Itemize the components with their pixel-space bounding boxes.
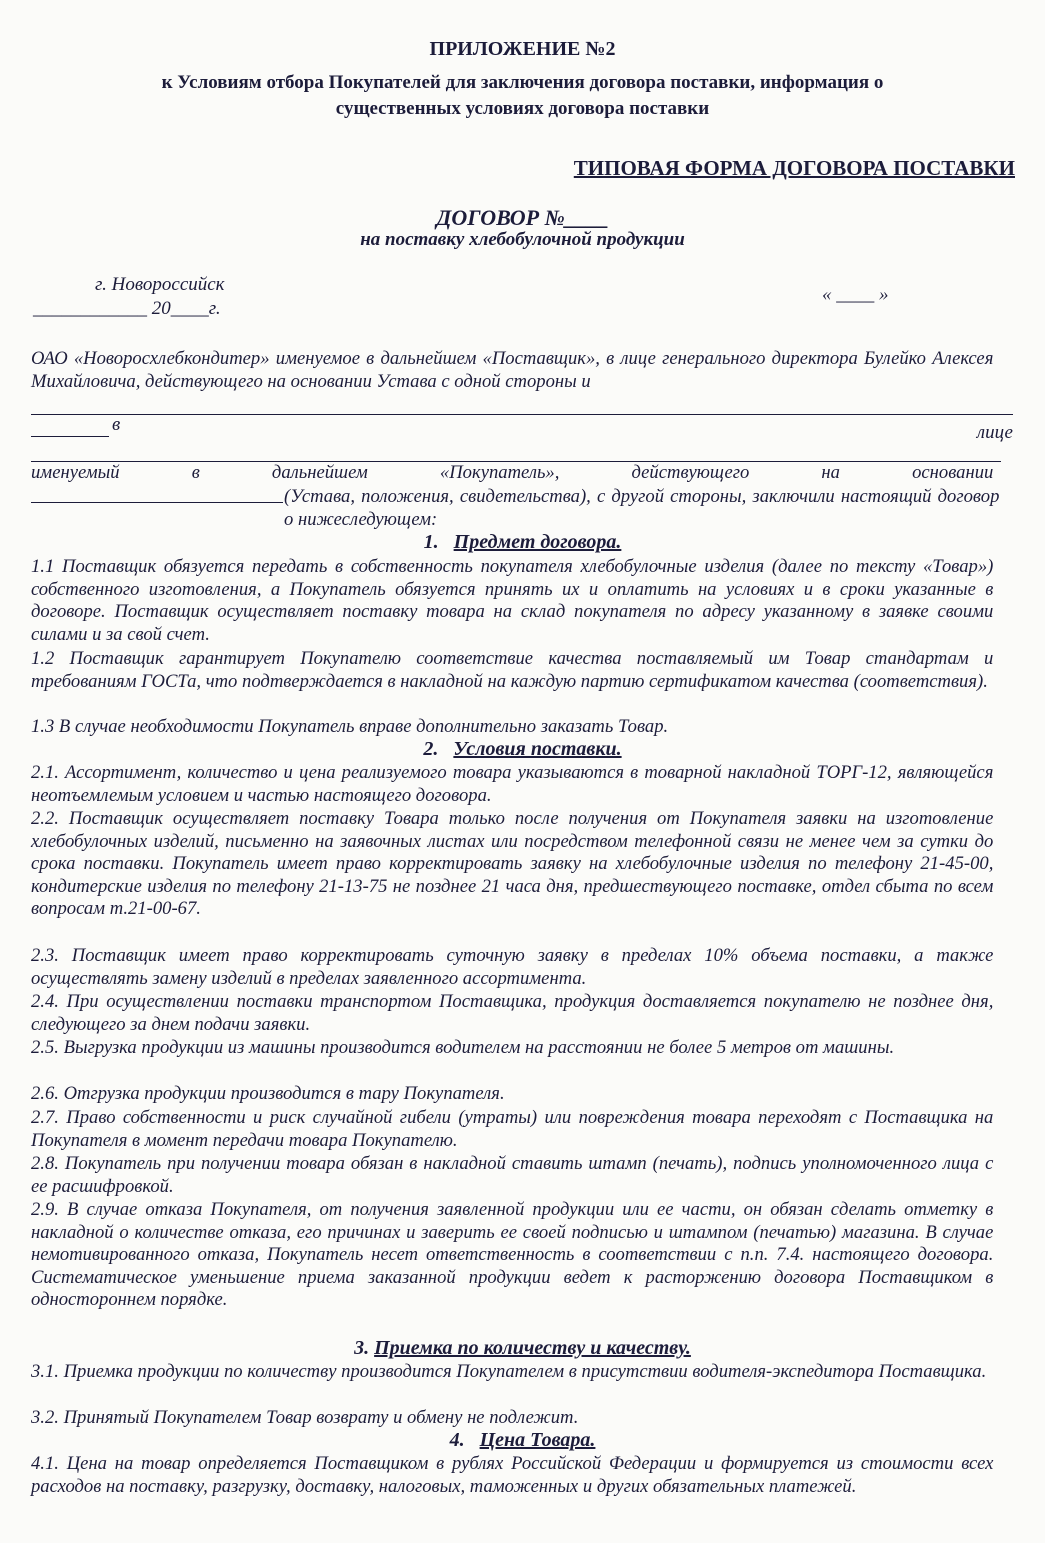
preamble-basis: (Устава, положения, свидетельства), с другой стороны, заключили настоящий договор о нижеследующем: — [284, 486, 1000, 530]
form-title: ТИПОВАЯ ФОРМА ДОГОВОРА ПОСТАВКИ — [573, 156, 1015, 180]
blank-line-short — [31, 436, 109, 437]
section-3-heading: 3. Приемка по количеству и качеству. — [354, 1337, 691, 1359]
date-field-left: ____________ 20____г. — [33, 298, 221, 319]
preamble-v-word: в — [112, 414, 121, 435]
clause-2-7: 2.7. Право собственности и риск случайной гибели (утраты) или повреждения товара переходят с Поставщика на Покупателя в момент передачи товара Покупателю. — [31, 1107, 994, 1151]
section-2-heading: 2. Условия поставки. — [423, 738, 622, 760]
preamble-supplier: ОАО «Новоросхлебкондитер» именуемое в дальнейшем «Поставщик», в лице генерального директора Булейко Алексея Михайловича, действующего на основании Устава с одной стороны и — [31, 348, 994, 392]
city: г. Новороссийск — [95, 274, 225, 295]
blank-line-basis — [31, 502, 283, 503]
clause-2-6: 2.6. Отгрузка продукции производится в тару Покупателя. — [31, 1083, 505, 1104]
section-3-title: Приемка по количеству и качеству. — [374, 1337, 691, 1359]
section-4-title: Цена Товара. — [479, 1429, 596, 1451]
date-field-right: « ____ » — [822, 284, 889, 305]
preamble-litse-word: лице — [976, 422, 1013, 443]
section-2-title: Условия поставки. — [453, 738, 622, 760]
clause-1-1: 1.1 Поставщик обязуется передать в собственность покупателя хлебобулочные изделия (далее по тексту «Товар») собственного изготовления, а Покупатель обязуется принять их и оплатить на условиях и в сроки указанные в договоре. Поставщик осуществляет поставку товара на склад покупателя по адресу указанному в заявке своими силами и за свой счет. — [31, 556, 994, 645]
clause-2-5: 2.5. Выгрузка продукции из машины производится водителем на расстоянии не более 5 метров от машины. — [31, 1037, 895, 1058]
clause-2-1: 2.1. Ассортимент, количество и цена реализуемого товара указываются в товарной накладной ТОРГ-12, являющейся неотъемлемым условием и частью настоящего договора. — [31, 762, 994, 806]
clause-1-2: 1.2 Поставщик гарантирует Покупателю соответствие качества поставляемый им Товар стандартам и требованиям ГОСТа, что подтверждается в накладной на каждую партию сертификатом качества (соответствия). — [31, 648, 994, 692]
clause-2-2: 2.2. Поставщик осуществляет поставку Товара только после получения от Покупателя заявки на изготовление хлебобулочных изделий, письменно на заявочных листах или посредством телефонной связи не менее чем за сутки до срока поставки. Покупатель имеет право корректировать заявку на хлебобулочные изделия по телефону 21-45-00, кондитерские изделия по телефону 21-13-75 не позднее 21 часа дня, предшествующего поставке, отдел сбыта по всем вопросам т.21-00-67. — [31, 808, 994, 919]
clause-1-3: 1.3 В случае необходимости Покупатель вправе дополнительно заказать Товар. — [31, 716, 669, 737]
section-4-heading: 4. Цена Товара. — [449, 1429, 596, 1451]
clause-2-8: 2.8. Покупатель при получении товара обязан в накладной ставить штамп (печать), подпись уполномоченного лица с ее расшифровкой. — [31, 1153, 994, 1197]
contract-title: ДОГОВОР №____ — [436, 205, 609, 230]
clause-2-4: 2.4. При осуществлении поставки транспортом Поставщика, продукция доставляется покупателю не позднее дня, следующего за днем подачи заявки. — [31, 991, 994, 1035]
appendix-title: ПРИЛОЖЕНИЕ №2 — [429, 38, 616, 60]
clause-3-1: 3.1. Приемка продукции по количеству производится Покупателем в присутствии водителя-экспедитора Поставщика. — [31, 1361, 987, 1382]
blank-line-buyer-name — [31, 414, 1013, 415]
clause-4-1: 4.1. Цена на товар определяется Поставщиком в рублях Российской Федерации и формируется из стоимости всех расходов на поставку, разгрузку, доставку, налоговых, таможенных и других обязательных платежей. — [31, 1453, 994, 1497]
appendix-subtitle-line1: к Условиям отбора Покупателей для заключения договора поставки, информация о — [161, 72, 884, 93]
appendix-subtitle-line2: существенных условиях договора поставки — [335, 98, 710, 119]
clause-2-9: 2.9. В случае отказа Покупателя, от получения заявленной продукции или ее части, он обязан сделать отметку в накладной о количестве отказа, его причинах и заверить ее своей подписью и штампом (печатью) магазина. В случае немотивированного отказа, Покупатель несет ответственность в соответствии с п.п. 7.4. настоящего договора. Систематическое уменьшение приема заказанной продукции ведет к расторжению договора Поставщиком в одностороннем порядке. — [31, 1199, 994, 1310]
clause-3-2: 3.2. Принятый Покупателем Товар возврату и обмену не подлежит. — [31, 1407, 579, 1428]
preamble-buyer: именуемый в дальнейшем «Покупатель», действующего на основании — [31, 462, 994, 483]
section-1-title: Предмет договора. — [453, 531, 622, 553]
contract-subtitle: на поставку хлебобулочной продукции — [360, 229, 685, 250]
clause-2-3: 2.3. Поставщик имеет право корректировать суточную заявку в пределах 10% объема поставки, а также осуществлять замену изделий в пределах заявленного ассортимента. — [31, 945, 994, 989]
section-1-heading: 1. Предмет договора. — [423, 531, 622, 553]
